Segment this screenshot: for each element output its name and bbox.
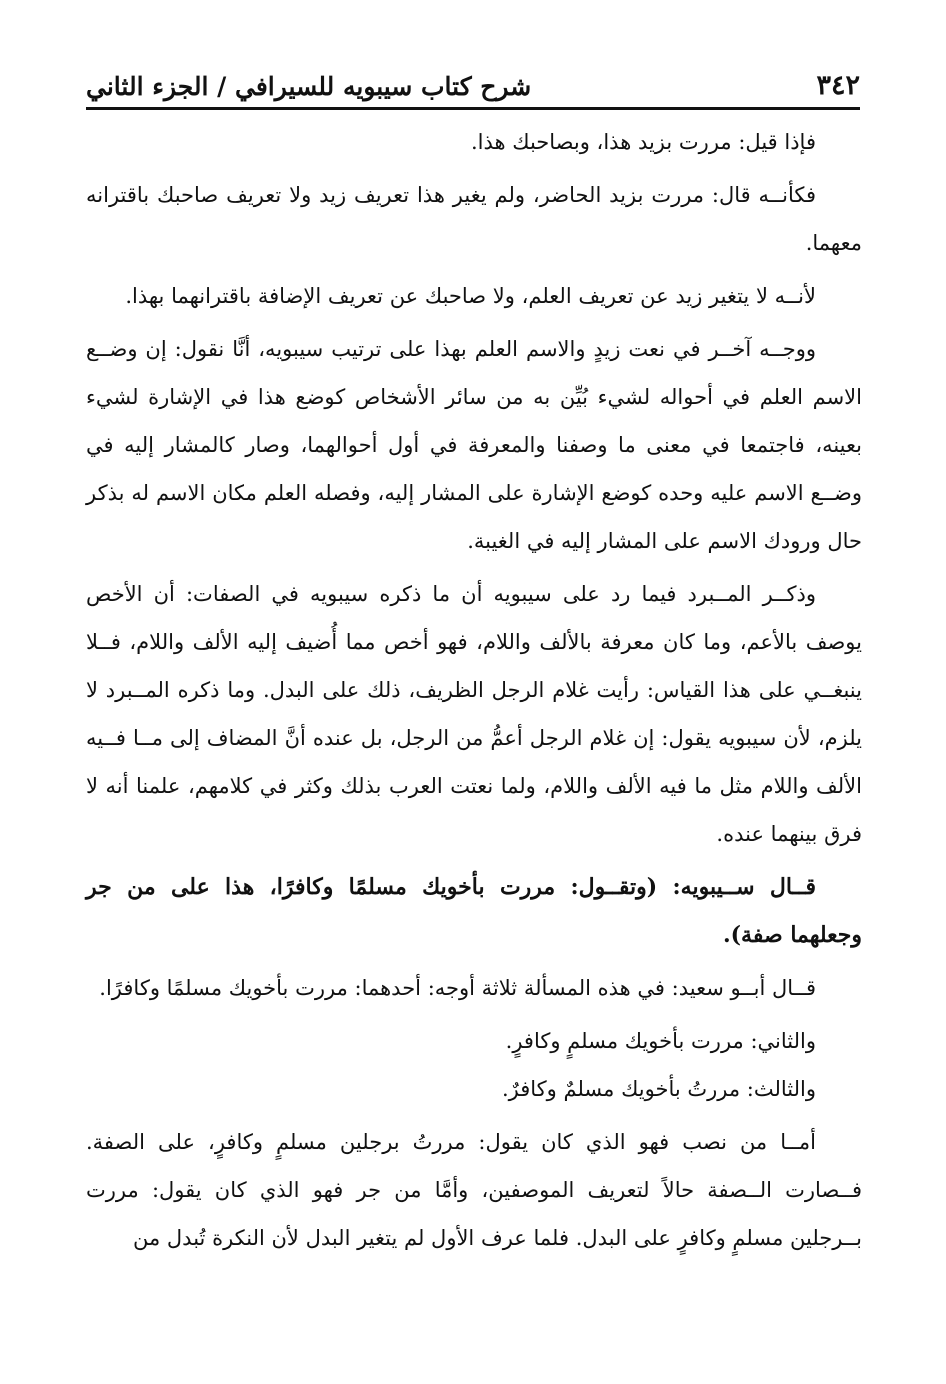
- book-title: شرح كتاب سيبويه للسيرافي / الجزء الثاني: [86, 72, 532, 101]
- third-aspect: والثالث: مررتُ بأخويك مسلمٌ وكافرٌ.: [501, 1077, 816, 1101]
- page-body: [86, 118, 862, 1267]
- running-header: [86, 52, 860, 110]
- paragraph: قــال أبــو سعيد: في هذه المسألة ثلاثة أوجه: أحدهما: مررت بأخويك مسلمًا وكافرًا.: [99, 976, 816, 1000]
- paragraph: أمــا من نصب فهو الذي كان يقول: مررتُ برجلين مسلمٍ وكافرٍ، على الصفة. فــصارت الــصفة حالاً لتعريف الموصفين، وأمَّا من جر فهو الذي كان يقول: مررت بــرجلين مسلمٍ وكافرٍ على البدل. فلما عرف الأول لم يتغير البدل لأن النكرة تُبدل من: [86, 1130, 862, 1250]
- paragraph: ووجــه آخــر في نعت زيدٍ والاسم العلم بهذا على ترتيب سيبويه، أنَّا نقول: إن وضــع الاسم العلم في أحواله لشيء بُيِّن به من سائر الأشخاص كوضع هذا في الإشارة لشيء بعينه، فاجتمعا في معنى ما وصفنا والمعرفة في أول أحوالهما، وصار كالمشار إليه في وضــع الاسم عليه وحده كوضع الإشارة على المشار إليه، وفصله العلم مكان الاسم له بذكر حال ورودك الاسم على المشار إليه في الغيبة.: [86, 337, 862, 553]
- paragraph: وذكــر المــبرد فيما رد على سيبويه أن ما ذكره سيبويه في الصفات: أن الأخص يوصف بالأعم، وما كان معرفة بالألف واللام، فهو أخص مما أُضيف إليه الألف واللام، فــلا ينبغــي على هذا القياس: رأيت غلام الرجل الظريف، ذلك على البدل. وما ذكره المــبرد لا يلزم، لأن سيبويه يقول: إن غلام الرجل أعمُّ من الرجل، بل عنده أنَّ المضاف إلى مــا فــيه الألف واللام مثل ما فيه الألف واللام، ولما نعتت العرب بذلك وكثر في كلامهم، علمنا أنه لا فرق بينهما عنده.: [86, 582, 862, 846]
- sibawayh-quote: قــال ســيبويه: (وتقــول: مررت بأخويك مسلمًا وكافرًا، هذا على من جر وجعلهما صفة).: [86, 874, 862, 948]
- second-aspect: والثاني: مررت بأخويك مسلمٍ وكافرٍ.: [505, 1029, 816, 1053]
- paragraph: فكأنــه قال: مررت بزيد الحاضر، ولم يغير هذا تعريف زيد ولا تعريف صاحبك باقترانه معهما.: [86, 183, 862, 255]
- page-number: ٣٤٢: [816, 70, 860, 101]
- paragraph: فإذا قيل: مررت بزيد هذا، وبصاحبك هذا.: [470, 130, 816, 154]
- paragraph: لأنــه لا يتغير زيد عن تعريف العلم، ولا صاحبك عن تعريف الإضافة باقترانهما بهذا.: [125, 284, 816, 308]
